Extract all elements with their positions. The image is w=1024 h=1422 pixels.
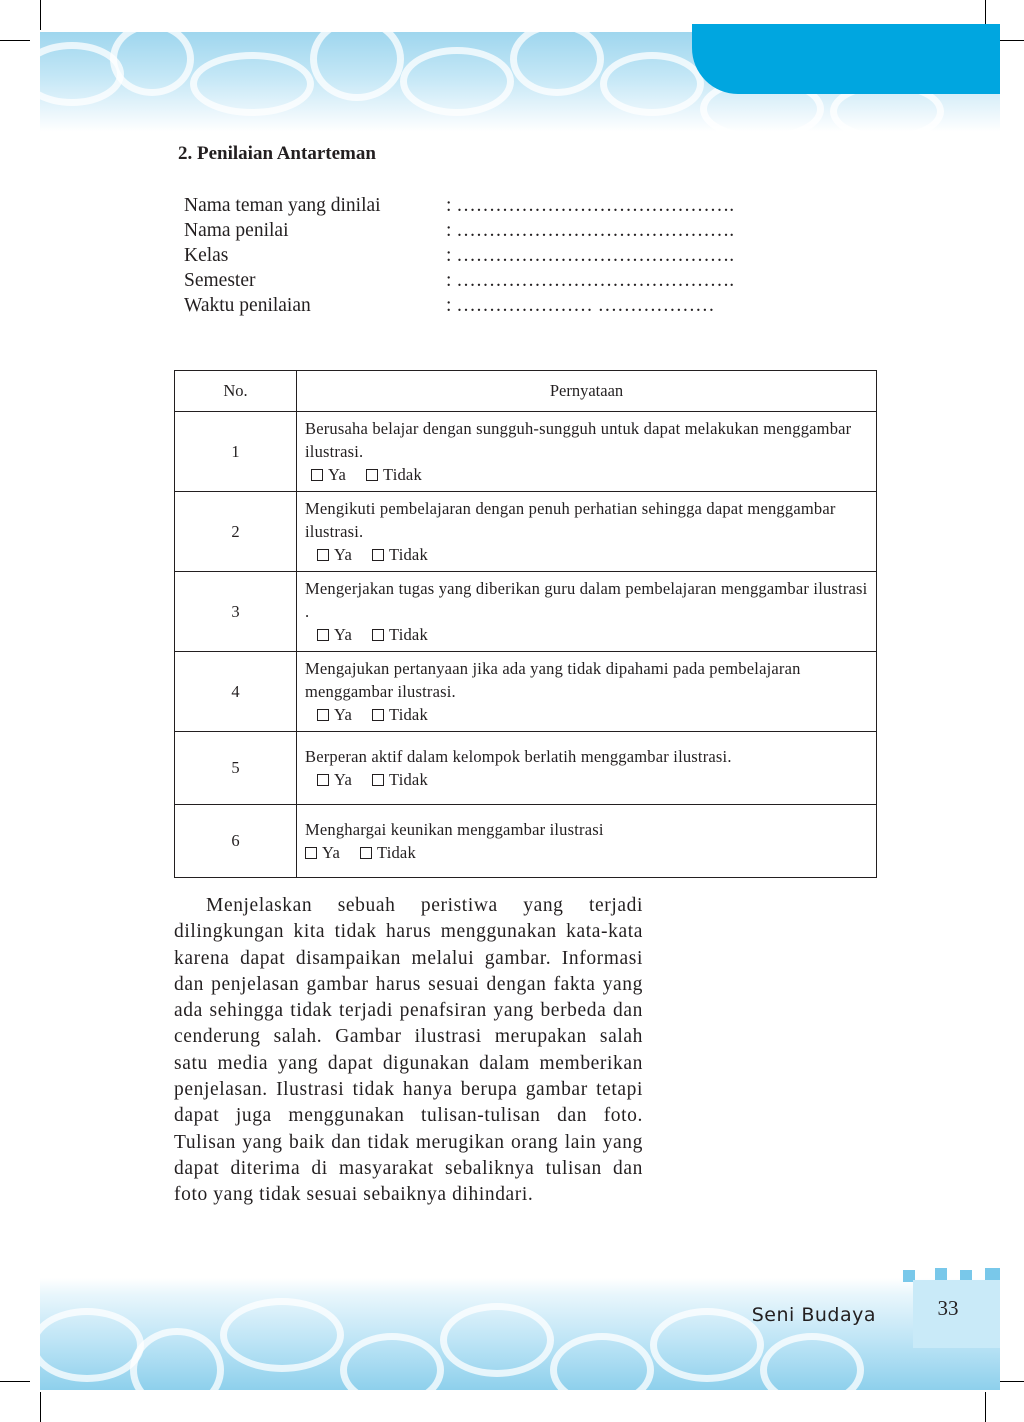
option-no[interactable] [372,543,428,566]
option-yes[interactable] [317,768,352,791]
form-label: Waktu penilaian [184,295,311,316]
row-number: 1 [175,412,297,492]
pixel-ornament [960,1270,972,1280]
table-row [175,572,877,652]
form-label: Kelas [184,245,229,266]
option-no-label: Tidak [377,843,416,862]
checkbox-icon[interactable] [372,709,384,721]
crop-mark [40,1392,41,1422]
form-blank: : ……………………………………. [446,270,735,291]
checkbox-icon[interactable] [366,469,378,481]
option-no-label: Tidak [389,625,428,644]
table-header-row [175,371,877,412]
option-no-label: Tidak [389,705,428,724]
answer-options [305,768,868,791]
header-no: No. [175,371,297,412]
table-row [175,492,877,572]
row-number: 2 [175,492,297,572]
option-yes-label: Ya [322,843,340,862]
form-blank: : ……………………………………. [446,195,735,216]
checkbox-icon[interactable] [372,774,384,786]
row-number: 5 [175,732,297,805]
option-yes[interactable] [311,463,346,486]
statement-text: Berusaha belajar dengan sungguh-sungguh untuk dapat melakukan menggambar ilustrasi. [305,419,852,461]
option-yes-label: Ya [334,770,352,789]
form-row [184,268,734,293]
form-row [184,243,734,268]
crop-mark [0,40,30,41]
checkbox-icon[interactable] [360,847,372,859]
checkbox-icon[interactable] [372,629,384,641]
option-yes-label: Ya [334,625,352,644]
option-no-label: Tidak [383,465,422,484]
option-yes-label: Ya [334,705,352,724]
header-tab [692,24,1000,94]
table-row [175,652,877,732]
statement-cell [297,732,877,805]
statement-cell [297,572,877,652]
section-title: 2. Penilaian Antarteman [178,143,376,164]
statement-text: Mengerjakan tugas yang diberikan guru dalam pembelajaran menggambar ilustrasi . [305,579,868,621]
identity-form [184,193,734,318]
book-title: Seni Budaya [751,1304,876,1326]
checkbox-icon[interactable] [317,549,329,561]
option-no[interactable] [372,768,428,791]
statement-text: Mengikuti pembelajaran dengan penuh perhatian sehingga dapat menggambar ilustrasi. [305,499,836,541]
option-yes[interactable] [317,623,352,646]
crop-mark [0,1381,30,1382]
table-row [175,412,877,492]
option-yes[interactable] [317,703,352,726]
row-number: 6 [175,805,297,878]
body-paragraph [174,893,643,1209]
form-row [184,218,734,243]
answer-options [305,543,868,566]
crop-mark [985,1392,986,1422]
statement-cell [297,805,877,878]
answer-options [305,463,868,486]
row-number: 4 [175,652,297,732]
paragraph-text: Menjelaskan sebuah peristiwa yang terjadi dilingkungan kita tidak harus menggunakan kata-kata karena dapat disampaikan melalui gambar. Informasi dan penjelasan gambar harus sesuai dengan fakta yang ada sehingga tidak terjadi penafsiran yang berbeda dan cenderung salah. Gambar ilustrasi merupakan salah satu media yang dapat digunakan dalam memberikan penjelasan. Ilustrasi tidak hanya berupa gambar tetapi dapat juga menggunakan tulisan-tulisan dan foto. Tulisan yang baik dan tidak merugikan orang lain yang dapat diterima di masyarakat sebaliknya tulisan dan foto yang tidak sesuai sebaiknya dihindari. [174,895,643,1206]
row-number: 3 [175,572,297,652]
answer-options [305,623,868,646]
option-yes[interactable] [317,543,352,566]
checkbox-icon[interactable] [372,549,384,561]
option-yes-label: Ya [334,545,352,564]
answer-options [305,841,868,864]
form-blank: : ………………… ……………… [446,295,715,316]
checkbox-icon[interactable] [317,709,329,721]
checkbox-icon[interactable] [311,469,323,481]
option-no[interactable] [360,841,416,864]
form-blank: : ……………………………………. [446,220,735,241]
statement-cell [297,492,877,572]
checkbox-icon[interactable] [317,774,329,786]
form-row [184,293,734,318]
pixel-ornament [935,1268,947,1280]
option-no[interactable] [372,703,428,726]
option-no[interactable] [366,463,422,486]
form-label: Semester [184,270,256,291]
option-yes-label: Ya [328,465,346,484]
form-row [184,193,734,218]
crop-mark [40,0,41,30]
form-blank: : ……………………………………. [446,245,735,266]
option-no-label: Tidak [389,770,428,789]
checkbox-icon[interactable] [317,629,329,641]
pixel-ornament [985,1268,1000,1280]
option-no[interactable] [372,623,428,646]
statement-text: Mengajukan pertanyaan jika ada yang tidak dipahami pada pembelajaran menggambar ilustrasi. [305,659,801,701]
statement-cell [297,652,877,732]
header-statement: Pernyataan [297,371,877,412]
option-yes[interactable] [305,841,340,864]
assessment-table [174,370,877,878]
answer-options [305,703,868,726]
statement-text: Menghargai keunikan menggambar ilustrasi [305,820,604,839]
table-row [175,732,877,805]
statement-cell [297,412,877,492]
option-no-label: Tidak [389,545,428,564]
page-number: 33 [937,1296,959,1320]
footer-ornament [40,1278,1000,1390]
form-label: Nama teman yang dinilai [184,195,381,216]
statement-text: Berperan aktif dalam kelompok berlatih menggambar ilustrasi. [305,747,732,766]
checkbox-icon[interactable] [305,847,317,859]
form-label: Nama penilai [184,220,289,241]
table-row [175,805,877,878]
